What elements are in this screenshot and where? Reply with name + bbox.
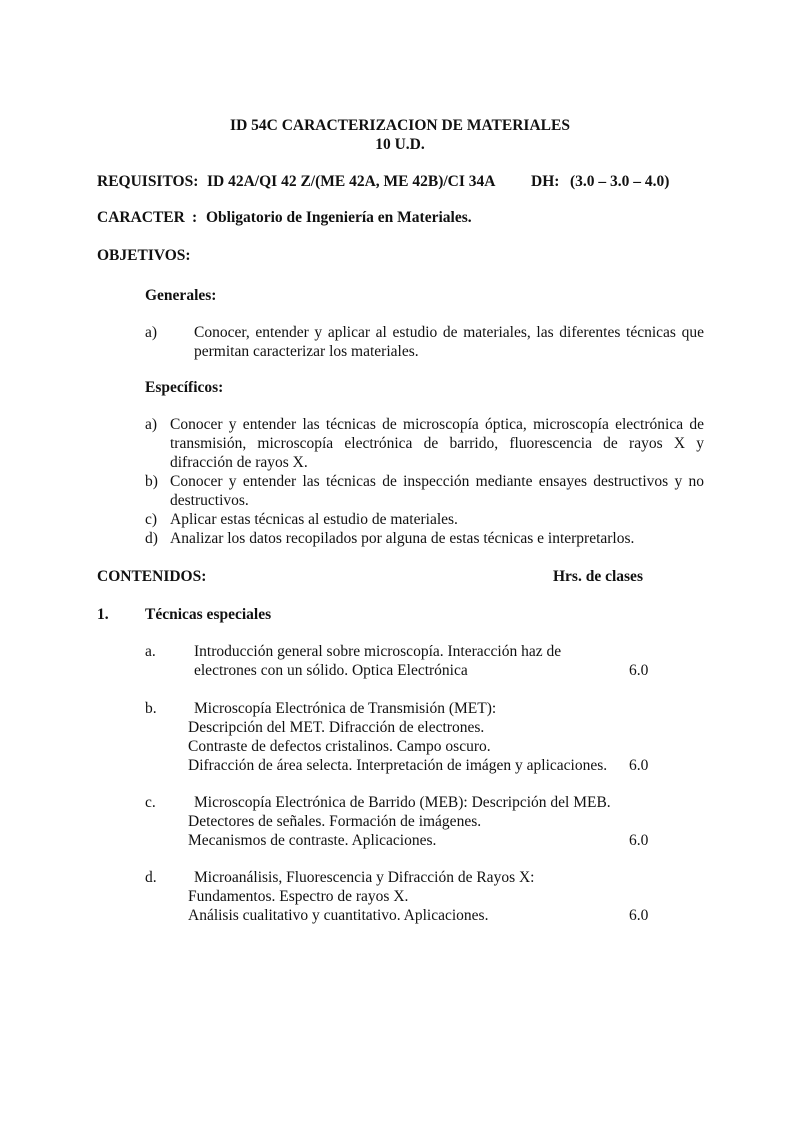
content-item-line: Detectores de señales. Formación de imágenes. [188, 813, 482, 830]
dh-value: (3.0 – 3.0 – 4.0) [570, 173, 670, 190]
content-item-hours: 6.0 [629, 907, 649, 924]
generales-item-text: Conocer, entender y aplicar al estudio de materiales, las diferentes técnicas que permitan caracterizar los materiales. [194, 324, 704, 360]
content-item-line: electrones con un sólido. Optica Electrónica [194, 662, 468, 679]
generales-heading: Generales: [145, 287, 217, 304]
generales-item-marker: a) [145, 324, 158, 341]
section-title: Técnicas especiales [145, 606, 272, 623]
especificos-item-marker: d) [145, 530, 158, 547]
especificos-item-text: Aplicar estas técnicas al estudio de materiales. [170, 511, 458, 528]
caracter-label: CARACTER [97, 209, 185, 226]
content-item-hours: 6.0 [629, 662, 649, 679]
content-item-line: Contraste de defectos cristalinos. Campo oscuro. [188, 738, 491, 755]
content-item-marker: b. [145, 700, 157, 717]
content-item-line: Mecanismos de contraste. Aplicaciones. [188, 832, 437, 849]
especificos-heading: Específicos: [145, 379, 224, 396]
requisitos-label: REQUISITOS: [97, 173, 199, 190]
content-item-line: Fundamentos. Espectro de rayos X. [188, 888, 409, 905]
content-item-line: Microscopía Electrónica de Transmisión (MET): [194, 700, 497, 717]
especificos-item-text: Conocer y entender las técnicas de microscopía óptica, microscopía electrónica de transmisión, microscopía electrónica de barrido, fluorescencia de rayos X y difracción de rayos X. [170, 416, 704, 471]
contenidos-heading: CONTENIDOS: [97, 568, 207, 585]
hours-heading: Hrs. de clases [553, 568, 643, 585]
especificos-item-text: Analizar los datos recopilados por alguna de estas técnicas e interpretarlos. [170, 530, 635, 547]
content-item-line: Microanálisis, Fluorescencia y Difracción de Rayos X: [194, 869, 535, 886]
content-item-marker: d. [145, 869, 157, 886]
content-item-line: Difracción de área selecta. Interpretación de imágen y aplicaciones. [188, 757, 608, 774]
especificos-item-marker: c) [145, 511, 158, 528]
content-item-line: Introducción general sobre microscopía. Interacción haz de [194, 643, 562, 660]
content-item-hours: 6.0 [629, 757, 649, 774]
especificos-item-marker: b) [145, 473, 158, 490]
especificos-item-text: Conocer y entender las técnicas de inspección mediante ensayes destructivos y no destructivos. [170, 473, 704, 509]
especificos-item-marker: a) [145, 416, 158, 433]
dh-label: DH: [531, 173, 560, 190]
content-item-hours: 6.0 [629, 832, 649, 849]
objetivos-heading: OBJETIVOS: [97, 247, 191, 264]
requisitos-value: ID 42A/QI 42 Z/(ME 42A, ME 42B)/CI 34A [207, 173, 496, 190]
content-item-line: Descripción del MET. Difracción de electrones. [188, 719, 485, 736]
content-item-marker: c. [145, 794, 156, 811]
document-title: ID 54C CARACTERIZACION DE MATERIALES [230, 117, 570, 134]
caracter-value: Obligatorio de Ingeniería en Materiales. [206, 209, 472, 226]
caracter-separator: : [192, 209, 198, 226]
section-number: 1. [97, 606, 109, 623]
content-item-marker: a. [145, 643, 156, 660]
content-item-line: Microscopía Electrónica de Barrido (MEB): Descripción del MEB. [194, 794, 611, 811]
document-units: 10 U.D. [375, 136, 425, 153]
content-item-line: Análisis cualitativo y cuantitativo. Aplicaciones. [188, 907, 489, 924]
